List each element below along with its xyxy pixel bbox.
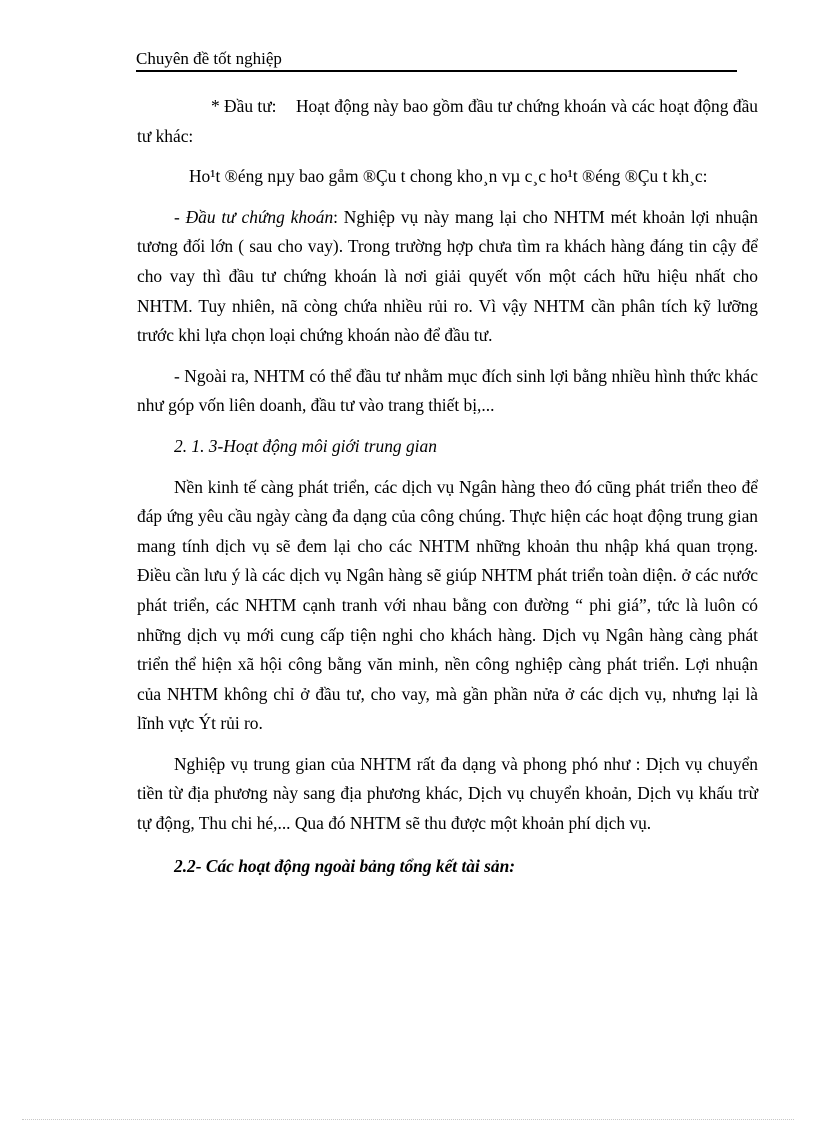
intro-label: * Đầu tư: <box>211 96 277 116</box>
intro-paragraph <box>137 92 758 151</box>
section-heading: 2.2- Các hoạt động ngoài bảng tổng kết tài sản: <box>174 855 516 876</box>
brokerage-paragraph-1: Nền kinh tế càng phát triển, các dịch vụ Ngân hàng theo đó cũng phát triển theo để đáp ứng yêu cầu ngày càng đa dạng của công chúng. Thực hiện các hoạt động trung gian mang tính dịch vụ sẽ đem lại cho các NHTM những khoản thu nhập khá quan trọng. Điều cần lưu ý là các dịch vụ Ngân hàng sẽ giúp NHTM phát triển toàn diện. ở các nước phát triển, các NHTM cạnh tranh với nhau bằng con đường “ phi giá”, tức là luôn có những dịch vụ mới cung cấp tiện nghi cho khách hàng. Dịch vụ Ngân hàng càng phát triển thể hiện xã hội công bằng văn minh, nền công nghiệp càng phát triển. Lợi nhuận của NHTM không chỉ ở đầu tư, cho vay, mà gần phần nửa ở các dịch vụ, nhưng lại là lĩnh vực Ýt rủi ro. <box>137 476 758 734</box>
brokerage-paragraph-2: Nghiệp vụ trung gian của NHTM rất đa dạng và phong phó như : Dịch vụ chuyển tiền từ địa phương này sang địa phương khác, Dịch vụ chuyển khoản, Dịch vụ khấu trừ tự động, Thu chi hé,... Qua đó NHTM sẽ thu được một khoản phí dịch vụ. <box>137 753 758 834</box>
document-body <box>137 92 758 881</box>
securities-paragraph <box>137 203 758 351</box>
securities-term: Đầu tư chứng khoán <box>185 206 334 227</box>
garbled-paragraph: Ho¹t ®éng nµy bao gåm ®Çu t chong kho¸n vµ c¸c ho¹t ®éng ®Çu t kh¸c: <box>189 166 708 187</box>
intro-text: Hoạt động này bao gồm đầu tư chứng khoán và các hoạt động đầu tư khác: <box>137 96 758 146</box>
other-invest-paragraph: - Ngoài ra, NHTM có thể đầu tư nhằm mục đích sinh lợi bằng nhiều hình thức khác như góp vốn liên doanh, đầu tư vào trang thiết bị,... <box>137 365 758 416</box>
subheading: 2. 1. 3-Hoạt động môi giới trung gian <box>174 435 437 456</box>
securities-lead: - <box>174 206 186 227</box>
header-rule <box>136 70 737 72</box>
page-bottom-dotted-rule <box>22 1119 794 1120</box>
securities-text: : Nghiệp vụ này mang lại cho NHTM mét khoản lợi nhuận tương đối lớn ( sau cho vay). Trong trường hợp chưa tìm ra khách hàng đáng tin cậy để cho vay thì đầu tư chứng khoán là nơi giải quyết vốn một cách hữu hiệu nhất cho NHTM. Tuy nhiên, nã còng chứa nhiều rủi ro. Vì vậy NHTM cần phân tích kỹ lưỡng trước khi lựa chọn loại chứng khoán nào để đầu tư. <box>137 206 759 346</box>
running-header: Chuyên đề tốt nghiệp <box>136 49 282 68</box>
